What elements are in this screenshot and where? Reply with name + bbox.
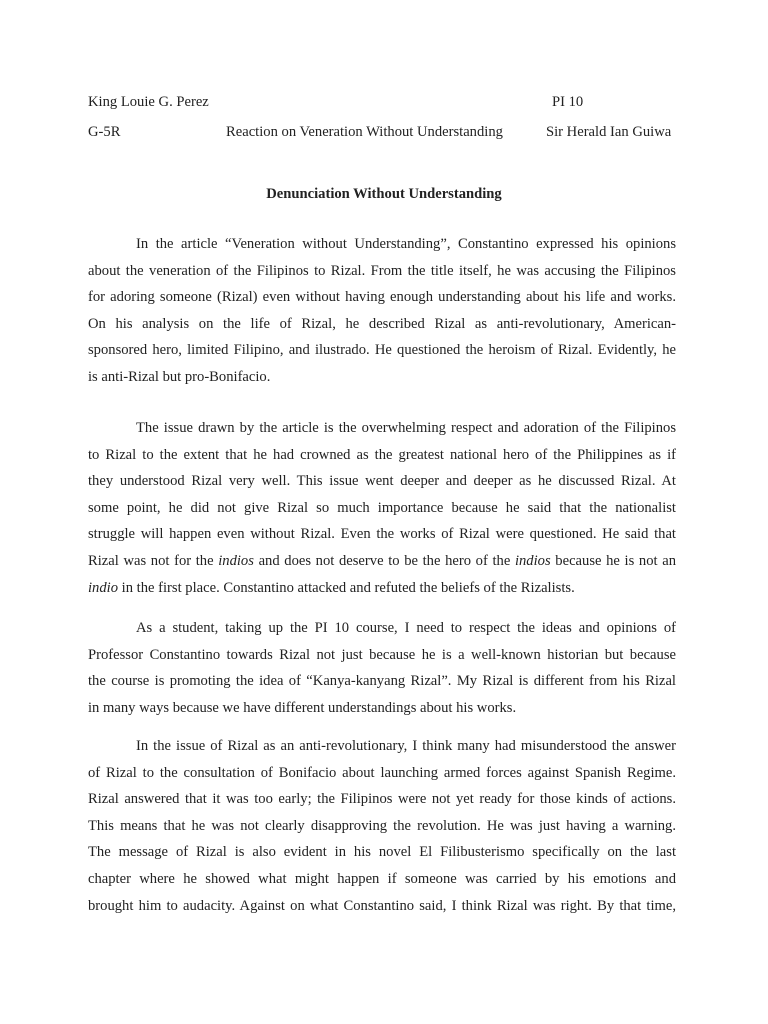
text-line: Professor Constantino towards Rizal not just because he is a well-known historian but because xyxy=(88,646,676,663)
text-line: In the article “Veneration without Understanding”, Constantino expressed his opinions xyxy=(136,236,676,252)
text-line: to Rizal to the extent that he had crowned as the greatest national hero of the Philippines as if xyxy=(88,446,676,463)
text-line: some point, he did not give Rizal so much importance because he said that the nationalist xyxy=(88,499,676,516)
assignment-title: Reaction on Veneration Without Understanding xyxy=(226,124,503,140)
paragraph-1 xyxy=(88,231,676,391)
text-line: brought him to audacity. Against on what Constantino said, I think Rizal was right. By that time, xyxy=(88,897,676,914)
paragraph-2 xyxy=(88,415,676,601)
text-line: Rizal was not for the indios and does not deserve to be the hero of the indios because he is not an xyxy=(88,552,676,569)
text-line: As a student, taking up the PI 10 course, I need to respect the ideas and opinions of xyxy=(136,620,676,636)
text-line: about the veneration of the Filipinos to Rizal. From the title itself, he was accusing the Filipinos xyxy=(88,262,676,279)
text-line: chapter where he showed what might happen if someone was carried by his emotions and xyxy=(88,870,676,887)
text-line: On his analysis on the life of Rizal, he described Rizal as anti-revolutionary, American- xyxy=(88,315,676,332)
course-code: PI 10 xyxy=(552,94,584,110)
instructor-name: Sir Herald Ian Guiwa xyxy=(546,124,672,140)
author-name: King Louie G. Perez xyxy=(88,94,209,110)
text-line: the course is promoting the idea of “Kanya-kanyang Rizal”. My Rizal is different from his Rizal xyxy=(88,673,676,690)
text-line: sponsored hero, limited Filipino, and ilustrado. He questioned the heroism of Rizal. Evidently, he xyxy=(88,342,676,359)
text-line: This means that he was not clearly disapproving the revolution. He was just having a warning. xyxy=(88,817,676,834)
text-line: Rizal answered that it was too early; the Filipinos were not yet ready for those kinds of actions. xyxy=(88,791,676,808)
paragraph-4 xyxy=(88,733,676,919)
text-line: In the issue of Rizal as an anti-revolutionary, I think many had misunderstood the answer xyxy=(136,738,676,754)
text-line: in many ways because we have different understandings about his works. xyxy=(88,699,517,716)
text-line: indio in the first place. Constantino attacked and refuted the beliefs of the Rizalists. xyxy=(88,579,575,596)
text-line: The message of Rizal is also evident in his novel El Filibusterismo specifically on the last xyxy=(88,844,676,861)
section: G-5R xyxy=(88,124,121,140)
text-line: of Rizal to the consultation of Bonifacio about launching armed forces against Spanish Regime. xyxy=(88,764,676,781)
text-line: they understood Rizal very well. This issue went deeper and deeper as he discussed Rizal. At xyxy=(88,473,676,490)
text-line: struggle will happen even without Rizal. Even the works of Rizal were questioned. He said that xyxy=(88,526,676,543)
document-title: Denunciation Without Understanding xyxy=(266,186,502,202)
text-line: is anti-Rizal but pro-Bonifacio. xyxy=(88,368,271,385)
paragraph-3 xyxy=(88,615,676,721)
text-line: for adoring someone (Rizal) even without having enough understanding about his life and works. xyxy=(88,289,676,306)
text-line: The issue drawn by the article is the overwhelming respect and adoration of the Filipinos xyxy=(136,420,676,436)
